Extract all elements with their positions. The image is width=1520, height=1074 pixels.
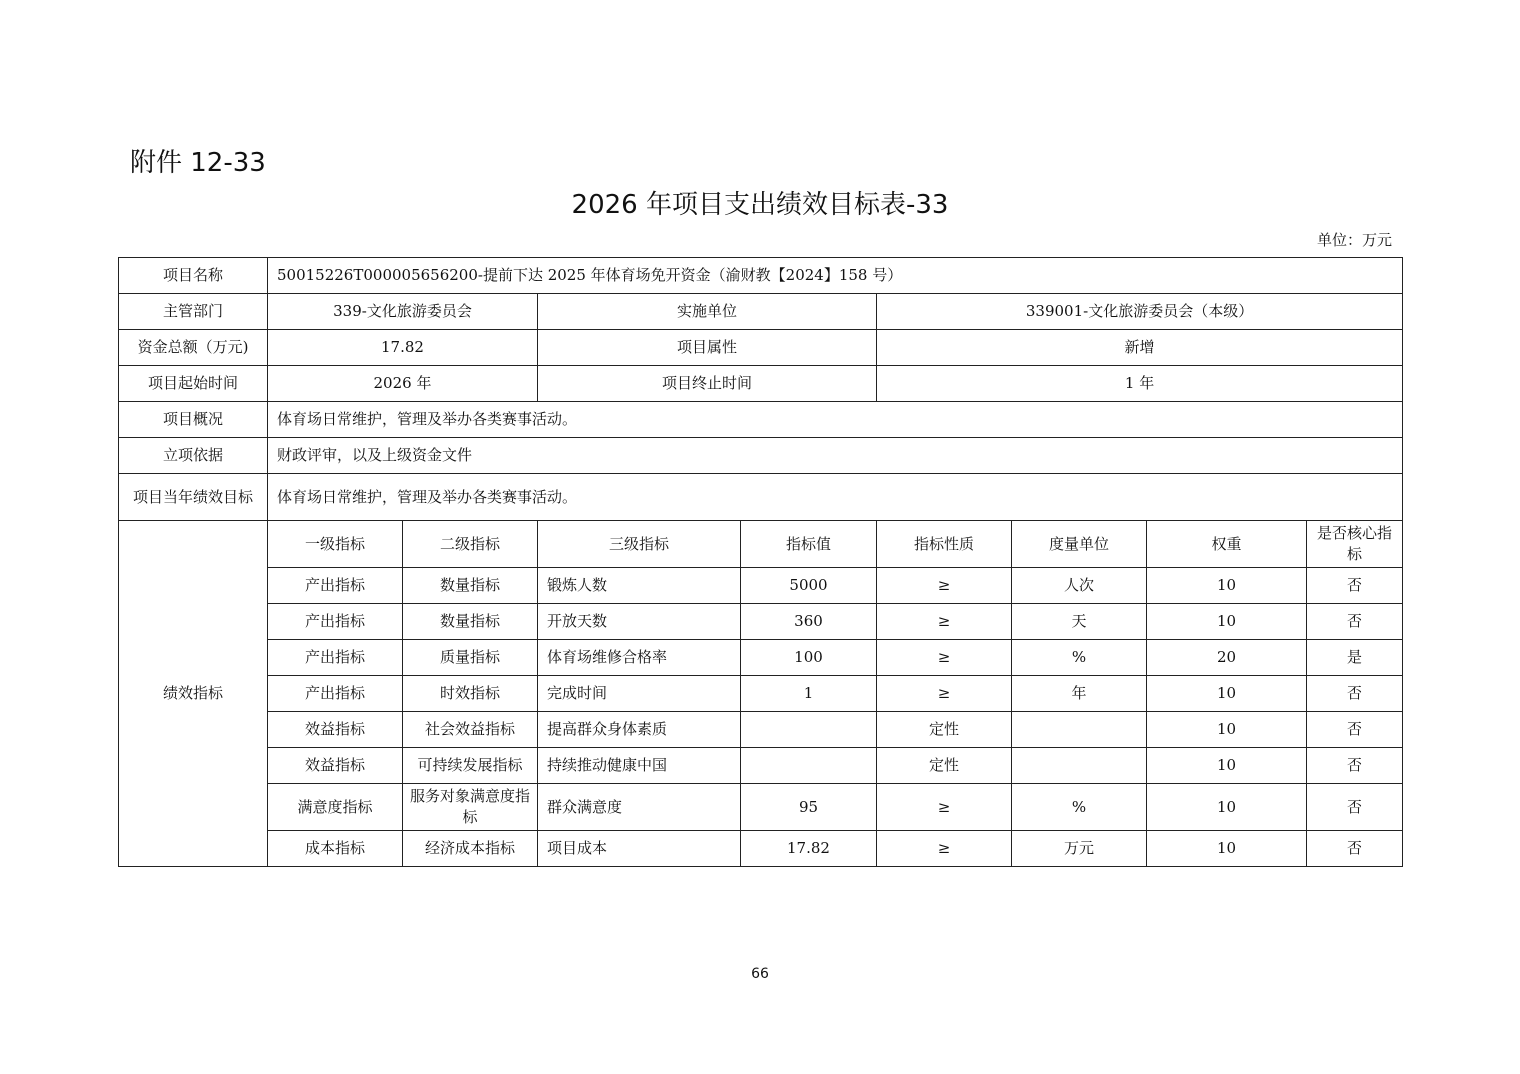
table-row <box>119 784 1403 831</box>
header-level3: 三级指标 <box>538 521 741 568</box>
value-cell: 360 <box>741 604 877 640</box>
header-core: 是否核心指标 <box>1307 521 1403 568</box>
funds-label: 资金总额（万元) <box>119 330 268 366</box>
row-time <box>119 366 1403 402</box>
header-value: 指标值 <box>741 521 877 568</box>
row-project-name <box>119 258 1403 294</box>
level1-cell: 效益指标 <box>268 712 403 748</box>
unit-cell: % <box>1012 784 1147 831</box>
table-row <box>119 831 1403 867</box>
header-level1: 一级指标 <box>268 521 403 568</box>
level3-cell: 持续推动健康中国 <box>538 748 741 784</box>
table-row <box>119 604 1403 640</box>
level3-cell: 群众满意度 <box>538 784 741 831</box>
attachment-label: 附件 12-33 <box>130 148 266 178</box>
table-row <box>119 676 1403 712</box>
performance-target-table <box>118 257 1403 867</box>
core-cell: 否 <box>1307 568 1403 604</box>
project-name-label: 项目名称 <box>119 258 268 294</box>
level1-cell: 产出指标 <box>268 640 403 676</box>
nature-cell: ≥ <box>877 640 1012 676</box>
unit-cell <box>1012 712 1147 748</box>
table-row <box>119 712 1403 748</box>
unit-cell: 年 <box>1012 676 1147 712</box>
table-row <box>119 568 1403 604</box>
annual-goal-value: 体育场日常维护，管理及举办各类赛事活动。 <box>268 474 1403 521</box>
end-time-value: 1 年 <box>877 366 1403 402</box>
row-funds <box>119 330 1403 366</box>
indicators-section-label: 绩效指标 <box>119 521 268 867</box>
weight-cell: 10 <box>1147 604 1307 640</box>
core-cell: 否 <box>1307 748 1403 784</box>
header-unit: 度量单位 <box>1012 521 1147 568</box>
project-attribute-label: 项目属性 <box>538 330 877 366</box>
implementing-unit-value: 339001-文化旅游委员会（本级） <box>877 294 1403 330</box>
value-cell <box>741 748 877 784</box>
core-cell: 否 <box>1307 784 1403 831</box>
department-label: 主管部门 <box>119 294 268 330</box>
unit-cell: 天 <box>1012 604 1147 640</box>
funds-value: 17.82 <box>268 330 538 366</box>
weight-cell: 10 <box>1147 748 1307 784</box>
value-cell <box>741 712 877 748</box>
nature-cell: ≥ <box>877 784 1012 831</box>
level1-cell: 效益指标 <box>268 748 403 784</box>
value-cell: 5000 <box>741 568 877 604</box>
table-row <box>119 640 1403 676</box>
row-annual-goal <box>119 474 1403 521</box>
level1-cell: 产出指标 <box>268 676 403 712</box>
value-cell: 17.82 <box>741 831 877 867</box>
basis-label: 立项依据 <box>119 438 268 474</box>
overview-value: 体育场日常维护，管理及举办各类赛事活动。 <box>268 402 1403 438</box>
level2-cell: 服务对象满意度指标 <box>403 784 538 831</box>
unit-cell: 万元 <box>1012 831 1147 867</box>
row-department <box>119 294 1403 330</box>
level3-cell: 项目成本 <box>538 831 741 867</box>
level2-cell: 可持续发展指标 <box>403 748 538 784</box>
level1-cell: 产出指标 <box>268 568 403 604</box>
level2-cell: 时效指标 <box>403 676 538 712</box>
header-level2: 二级指标 <box>403 521 538 568</box>
row-basis <box>119 438 1403 474</box>
header-nature: 指标性质 <box>877 521 1012 568</box>
level1-cell: 产出指标 <box>268 604 403 640</box>
weight-cell: 10 <box>1147 712 1307 748</box>
level3-cell: 锻炼人数 <box>538 568 741 604</box>
value-cell: 100 <box>741 640 877 676</box>
weight-cell: 10 <box>1147 831 1307 867</box>
page-title: 2026 年项目支出绩效目标表-33 <box>571 190 949 220</box>
core-cell: 否 <box>1307 712 1403 748</box>
end-time-label: 项目终止时间 <box>538 366 877 402</box>
level2-cell: 社会效益指标 <box>403 712 538 748</box>
header-weight: 权重 <box>1147 521 1307 568</box>
project-name-value: 50015226T000005656200-提前下达 2025 年体育场免开资金（渝财教【2024】158 号） <box>268 258 1403 294</box>
unit-label: 单位：万元 <box>1316 231 1392 249</box>
level2-cell: 经济成本指标 <box>403 831 538 867</box>
unit-cell: 人次 <box>1012 568 1147 604</box>
level2-cell: 数量指标 <box>403 604 538 640</box>
start-time-value: 2026 年 <box>268 366 538 402</box>
nature-cell: 定性 <box>877 748 1012 784</box>
level3-cell: 提高群众身体素质 <box>538 712 741 748</box>
overview-label: 项目概况 <box>119 402 268 438</box>
level3-cell: 完成时间 <box>538 676 741 712</box>
level1-cell: 成本指标 <box>268 831 403 867</box>
weight-cell: 20 <box>1147 640 1307 676</box>
nature-cell: ≥ <box>877 831 1012 867</box>
level2-cell: 数量指标 <box>403 568 538 604</box>
value-cell: 1 <box>741 676 877 712</box>
nature-cell: 定性 <box>877 712 1012 748</box>
table-row <box>119 748 1403 784</box>
nature-cell: ≥ <box>877 568 1012 604</box>
weight-cell: 10 <box>1147 568 1307 604</box>
unit-cell <box>1012 748 1147 784</box>
indicator-header-row <box>119 521 1403 568</box>
value-cell: 95 <box>741 784 877 831</box>
annual-goal-label: 项目当年绩效目标 <box>119 474 268 521</box>
core-cell: 是 <box>1307 640 1403 676</box>
level3-cell: 开放天数 <box>538 604 741 640</box>
basis-value: 财政评审，以及上级资金文件 <box>268 438 1403 474</box>
nature-cell: ≥ <box>877 676 1012 712</box>
level2-cell: 质量指标 <box>403 640 538 676</box>
core-cell: 否 <box>1307 831 1403 867</box>
level1-cell: 满意度指标 <box>268 784 403 831</box>
page-number: 66 <box>751 966 769 982</box>
project-attribute-value: 新增 <box>877 330 1403 366</box>
core-cell: 否 <box>1307 604 1403 640</box>
row-overview <box>119 402 1403 438</box>
weight-cell: 10 <box>1147 784 1307 831</box>
level3-cell: 体育场维修合格率 <box>538 640 741 676</box>
core-cell: 否 <box>1307 676 1403 712</box>
weight-cell: 10 <box>1147 676 1307 712</box>
nature-cell: ≥ <box>877 604 1012 640</box>
unit-cell: % <box>1012 640 1147 676</box>
implementing-unit-label: 实施单位 <box>538 294 877 330</box>
start-time-label: 项目起始时间 <box>119 366 268 402</box>
department-value: 339-文化旅游委员会 <box>268 294 538 330</box>
